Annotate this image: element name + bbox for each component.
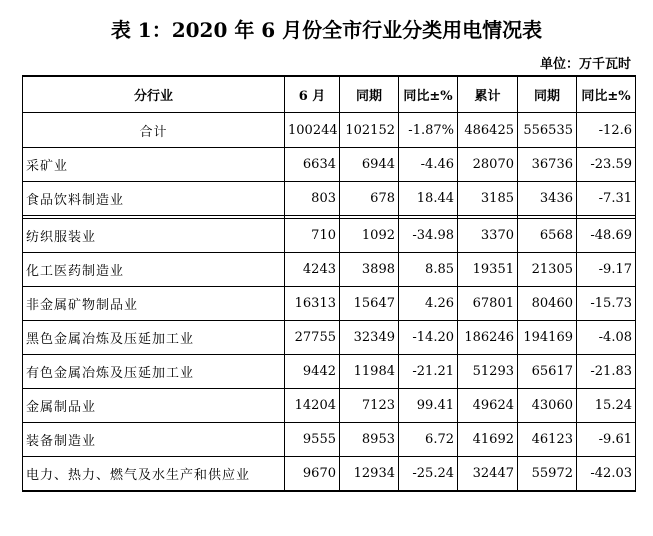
value-cell: -48.69 <box>577 219 636 253</box>
value-cell: -15.73 <box>577 287 636 321</box>
value-cell: 99.41 <box>399 389 458 423</box>
industry-name-cell: 食品饮料制造业 <box>23 182 285 216</box>
total-row <box>23 113 636 148</box>
value-cell: 3185 <box>458 182 518 216</box>
industry-name-cell: 非金属矿物制品业 <box>23 287 285 321</box>
value-cell: -42.03 <box>577 457 636 492</box>
column-header: 6 月 <box>285 76 340 113</box>
value-cell: 12934 <box>340 457 399 492</box>
value-cell: 6944 <box>340 148 399 182</box>
value-cell: -23.59 <box>577 148 636 182</box>
value-cell: 11984 <box>340 355 399 389</box>
value-cell: 710 <box>285 219 340 253</box>
table-row <box>23 457 636 492</box>
value-cell: 4.26 <box>399 287 458 321</box>
value-cell: -25.24 <box>399 457 458 492</box>
value-cell: 46123 <box>518 423 577 457</box>
industry-name-cell: 电力、热力、燃气及水生产和供应业 <box>23 457 285 492</box>
value-cell: 8.85 <box>399 253 458 287</box>
value-cell: -9.17 <box>577 253 636 287</box>
column-header: 同期 <box>340 76 399 113</box>
value-cell: 100244 <box>285 113 340 148</box>
value-cell: 19351 <box>458 253 518 287</box>
table-row <box>23 321 636 355</box>
value-cell: -21.83 <box>577 355 636 389</box>
value-cell: 51293 <box>458 355 518 389</box>
industry-name-cell: 装备制造业 <box>23 423 285 457</box>
value-cell: 678 <box>340 182 399 216</box>
value-cell: 803 <box>285 182 340 216</box>
table-title: 表 1：2020 年 6 月份全市行业分类用电情况表 <box>110 18 543 42</box>
industry-name-cell: 合计 <box>23 113 285 148</box>
value-cell: 65617 <box>518 355 577 389</box>
value-cell: 6568 <box>518 219 577 253</box>
value-cell: 80460 <box>518 287 577 321</box>
industry-name-cell: 黑色金属冶炼及压延加工业 <box>23 321 285 355</box>
industry-name-cell: 金属制品业 <box>23 389 285 423</box>
column-header: 同比±% <box>399 76 458 113</box>
value-cell: 9442 <box>285 355 340 389</box>
table-row <box>23 148 636 182</box>
value-cell: -9.61 <box>577 423 636 457</box>
value-cell: 556535 <box>518 113 577 148</box>
value-cell: 7123 <box>340 389 399 423</box>
table-row <box>23 389 636 423</box>
unit-label: 单位：万千瓦时 <box>539 57 631 72</box>
value-cell: 28070 <box>458 148 518 182</box>
value-cell: 43060 <box>518 389 577 423</box>
column-header: 分行业 <box>23 76 285 113</box>
value-cell: 3898 <box>340 253 399 287</box>
industry-name-cell: 有色金属冶炼及压延加工业 <box>23 355 285 389</box>
value-cell: 486425 <box>458 113 518 148</box>
value-cell: 67801 <box>458 287 518 321</box>
value-cell: 6634 <box>285 148 340 182</box>
value-cell: 3436 <box>518 182 577 216</box>
value-cell: 9555 <box>285 423 340 457</box>
value-cell: 1092 <box>340 219 399 253</box>
value-cell: 6.72 <box>399 423 458 457</box>
value-cell: -12.6 <box>577 113 636 148</box>
column-header: 同期 <box>518 76 577 113</box>
value-cell: 55972 <box>518 457 577 492</box>
value-cell: 102152 <box>340 113 399 148</box>
value-cell: -1.87% <box>399 113 458 148</box>
table-row <box>23 253 636 287</box>
value-cell: 41692 <box>458 423 518 457</box>
value-cell: 8953 <box>340 423 399 457</box>
value-cell: 36736 <box>518 148 577 182</box>
table-row <box>23 219 636 253</box>
table-row <box>23 182 636 216</box>
value-cell: -21.21 <box>399 355 458 389</box>
electricity-usage-table <box>22 75 636 492</box>
value-cell: 186246 <box>458 321 518 355</box>
table-row <box>23 423 636 457</box>
value-cell: 4243 <box>285 253 340 287</box>
value-cell: -4.46 <box>399 148 458 182</box>
value-cell: 27755 <box>285 321 340 355</box>
industry-name-cell: 采矿业 <box>23 148 285 182</box>
value-cell: 3370 <box>458 219 518 253</box>
column-header: 同比±% <box>577 76 636 113</box>
value-cell: 49624 <box>458 389 518 423</box>
value-cell: 21305 <box>518 253 577 287</box>
value-cell: 32349 <box>340 321 399 355</box>
value-cell: -14.20 <box>399 321 458 355</box>
value-cell: 9670 <box>285 457 340 492</box>
value-cell: 16313 <box>285 287 340 321</box>
table-row <box>23 287 636 321</box>
value-cell: 194169 <box>518 321 577 355</box>
value-cell: 15647 <box>340 287 399 321</box>
value-cell: -4.08 <box>577 321 636 355</box>
industry-name-cell: 纺织服装业 <box>23 219 285 253</box>
value-cell: -7.31 <box>577 182 636 216</box>
value-cell: 32447 <box>458 457 518 492</box>
value-cell: 15.24 <box>577 389 636 423</box>
column-header: 累计 <box>458 76 518 113</box>
value-cell: 14204 <box>285 389 340 423</box>
header-row <box>23 76 636 113</box>
value-cell: -34.98 <box>399 219 458 253</box>
table-row <box>23 355 636 389</box>
value-cell: 18.44 <box>399 182 458 216</box>
industry-name-cell: 化工医药制造业 <box>23 253 285 287</box>
